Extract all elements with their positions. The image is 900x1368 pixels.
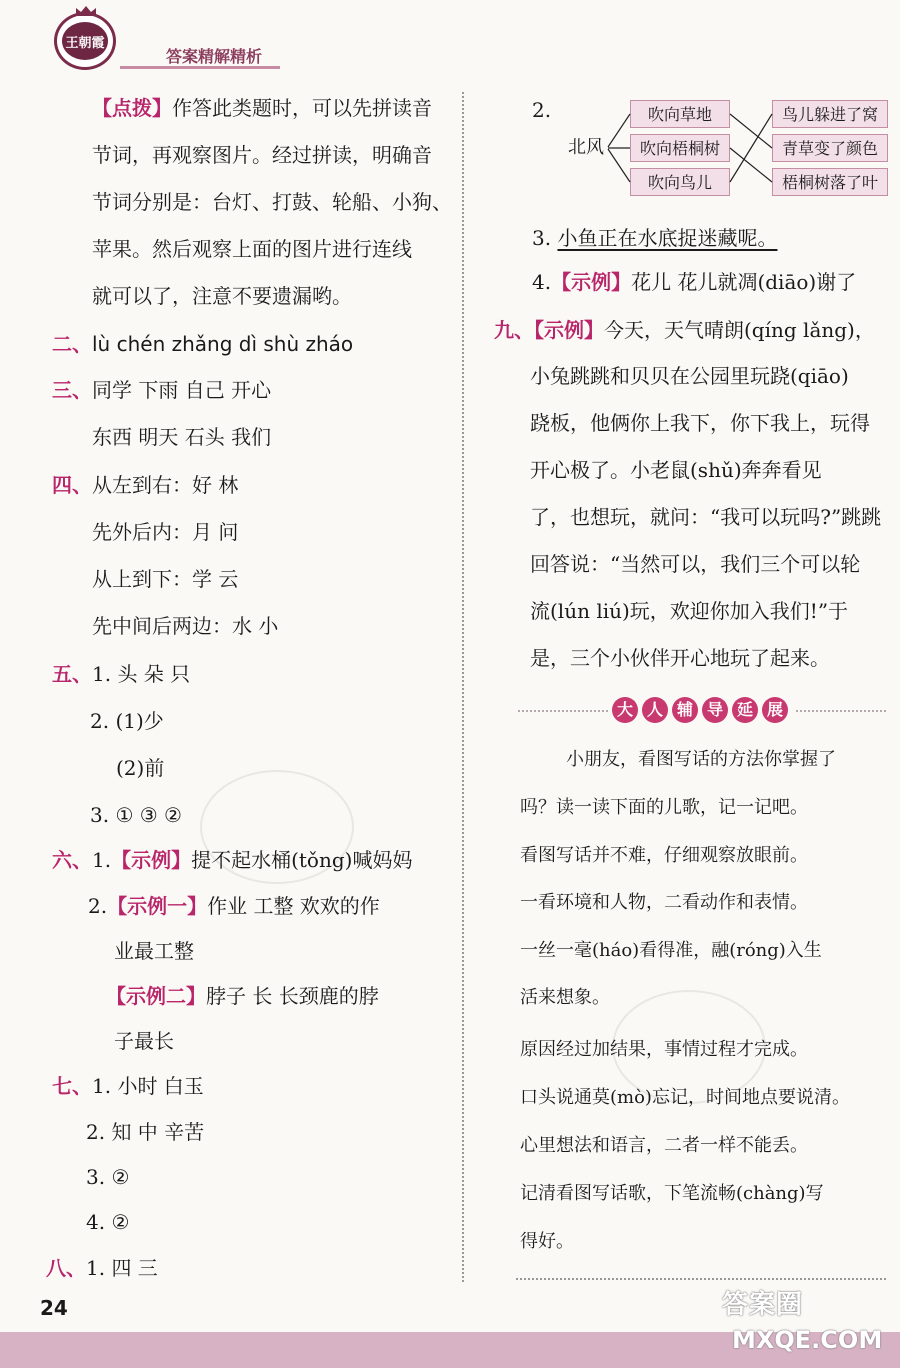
answer-wu-row1 [52,660,190,688]
ba-text: 1. 四 三 [86,1256,158,1280]
ext-line-6: 活来想象。 [520,987,610,1008]
liu-r4-text: 脖子 长 长颈鹿的脖 [206,984,379,1008]
answer-qi-row4: 4. ② [86,1210,130,1234]
jiu-line-3: 开心极了。小老鼠(shǔ)奔奔看见 [530,458,822,482]
si-row1: 从左到右：好 林 [92,473,239,497]
banner-rule-left [518,710,608,712]
banner-rule-right [796,710,886,712]
liu-r2-label: 【示例一】 [107,894,208,918]
ext-line-10: 记清看图写话歌，下笔流畅(chàng)写 [520,1183,824,1204]
answer-q3 [532,224,777,252]
match-right-3: 梧桐树落了叶 [772,168,888,196]
match-line-1 [730,114,772,148]
dianbo-line-2: 节词，再观察图片。经过拼读，明确音 [92,143,432,167]
section-num-er: 二、 [52,332,92,356]
answer-si-row3: 从上到下：学 云 [92,567,239,591]
answer-liu-row5: 子最长 [114,1029,174,1053]
q4-text: 花儿 花儿就凋(diāo)谢了 [631,270,857,294]
jiu-line-6: 流(lún liú)玩，欢迎你加入我们!”于 [530,599,849,623]
dianbo-label: 【点拨】 [92,96,172,120]
q4-num: 4. [532,270,552,294]
watermark-logo: 答案圈 [722,1290,804,1320]
bottom-rule [516,1278,886,1280]
answer-wu-row2: 2. (1)少 [90,709,164,733]
brand-logo [54,12,116,70]
watermark-url: MXQE.COM [732,1326,883,1354]
qi-row1: 1. 小时 白玉 [92,1074,204,1098]
answer-er [52,330,353,358]
jiu-line-2: 跷板，他俩你上我下，你下我上，玩得 [530,411,870,435]
jiu-line-5: 回答说：“当然可以，我们三个可以轮 [530,552,861,576]
answer-qi-row1 [52,1072,204,1100]
section-num-si: 四、 [52,473,92,497]
match-right-1: 鸟儿躲进了窝 [772,100,888,128]
liu-r1-text: 提不起水桶(tǒng)喊妈妈 [191,848,413,872]
answer-liu-row4 [106,982,379,1010]
ext-line-1: 小朋友，看图写话的方法你掌握了 [566,749,836,770]
banner-char-5: 延 [732,697,758,723]
answer-san-row2: 东西 明天 石头 我们 [92,425,272,449]
answer-si-row1 [52,471,238,499]
ext-line-5: 一丝一毫(háo)看得准，融(róng)入生 [520,940,822,961]
ext-line-8: 口头说通莫(mò)忘记，时间地点要说清。 [520,1087,850,1108]
match-left-2: 吹向梧桐树 [630,134,730,162]
jiu-line-4: 了，也想玩，就问：“我可以玩吗?”跳跳 [530,505,882,529]
dianbo-line-4: 苹果。然后观察上面的图片进行连线 [92,237,412,261]
answer-wu-row4: 3. ① ③ ② [90,803,182,827]
ext-line-4: 一看环境和人物，二看动作和表情。 [520,892,808,913]
logo-text: 王朝霞 [62,22,108,60]
dianbo-line-5: 就可以了，注意不要遗漏哟。 [92,284,352,308]
liu-r2-num: 2. [88,894,108,918]
answer-si-row4: 先中间后两边：水 小 [92,614,279,638]
section-num-ba: 八、 [46,1256,86,1280]
answer-jiu-first [494,316,875,344]
jiu-label: 【示例】 [534,318,604,342]
header-title: 答案精解精析 [166,47,263,66]
ext-line-9: 心里想法和语言，二者一样不能丢。 [520,1135,808,1156]
section-num-san: 三、 [52,378,92,402]
ext-line-7: 原因经过加结果，事情过程才完成。 [520,1039,808,1060]
liu-r1-label: 【示例】 [111,848,192,872]
banner-char-1: 大 [612,697,638,723]
answer-liu-row2 [88,892,380,920]
match-line-3 [730,114,772,182]
q4-label: 【示例】 [551,270,632,294]
answer-san-row1 [52,376,271,404]
column-divider [462,92,464,1282]
ext-line-2: 吗？读一读下面的儿歌，记一记吧。 [520,797,808,818]
page-number: 24 [40,1296,68,1320]
banner-char-2: 人 [642,697,668,723]
dianbo-line-1 [92,94,432,122]
header-underline [120,66,280,69]
match-left-1: 吹向草地 [630,100,730,128]
ext-line-11: 得好。 [520,1231,574,1252]
jiu-first-text: 今天，天气晴朗(qíng lǎng)， [604,318,875,342]
jiu-line-1: 小兔跳跳和贝贝在公园里玩跷(qiāo) [530,364,849,388]
page-header [0,0,900,80]
dianbo-line-3: 节词分别是：台灯、打鼓、轮船、小狗、 [92,190,452,214]
matching-center: 北风 [568,137,604,158]
liu-r1-num: 1. [92,848,112,872]
answer-liu-row3: 业最工整 [114,939,194,963]
wu-row1: 1. 头 朵 只 [92,662,191,686]
liu-r4-label: 【示例二】 [106,984,206,1008]
match-right-2: 青草变了颜色 [772,134,888,162]
answer-qi-row2: 2. 知 中 辛苦 [86,1120,205,1144]
banner-char-4: 导 [702,697,728,723]
answer-liu-row1 [52,846,412,874]
jiu-line-7: 是，三个小伙伴开心地玩了起来。 [530,646,830,670]
section-num-wu: 五、 [52,662,92,686]
center-line-1 [608,114,630,147]
center-line-3 [608,149,630,182]
answer-qi-row3: 3. ② [86,1165,130,1189]
banner-char-6: 展 [762,697,788,723]
liu-r2-text: 作业 工整 欢欢的作 [207,894,380,918]
dianbo-text-1: 作答此类题时，可以先拼读音 [172,96,432,120]
q2-label: 2. [532,98,552,122]
san-row1: 同学 下雨 自己 开心 [92,378,272,402]
match-line-2 [730,148,772,182]
match-left-3: 吹向鸟儿 [630,168,730,196]
answer-ba [46,1254,158,1282]
q3-text: 小鱼正在水底捉迷藏呢。 [557,226,778,250]
answer-si-row2: 先外后内：月 问 [92,520,239,544]
banner-char-3: 辅 [672,697,698,723]
crown-icon [76,6,96,16]
section-num-qi: 七、 [52,1074,92,1098]
answer-wu-row3: (2)前 [116,756,165,780]
q3-num: 3. [532,226,552,250]
section-num-jiu: 九、 [494,318,534,342]
er-pinyin: lù chén zhǎng dì shù zháo [92,332,354,356]
extension-banner [612,697,792,725]
answer-q4 [532,268,856,296]
ext-line-3: 看图写话并不难，仔细观察放眼前。 [520,845,808,866]
section-num-liu: 六、 [52,848,92,872]
